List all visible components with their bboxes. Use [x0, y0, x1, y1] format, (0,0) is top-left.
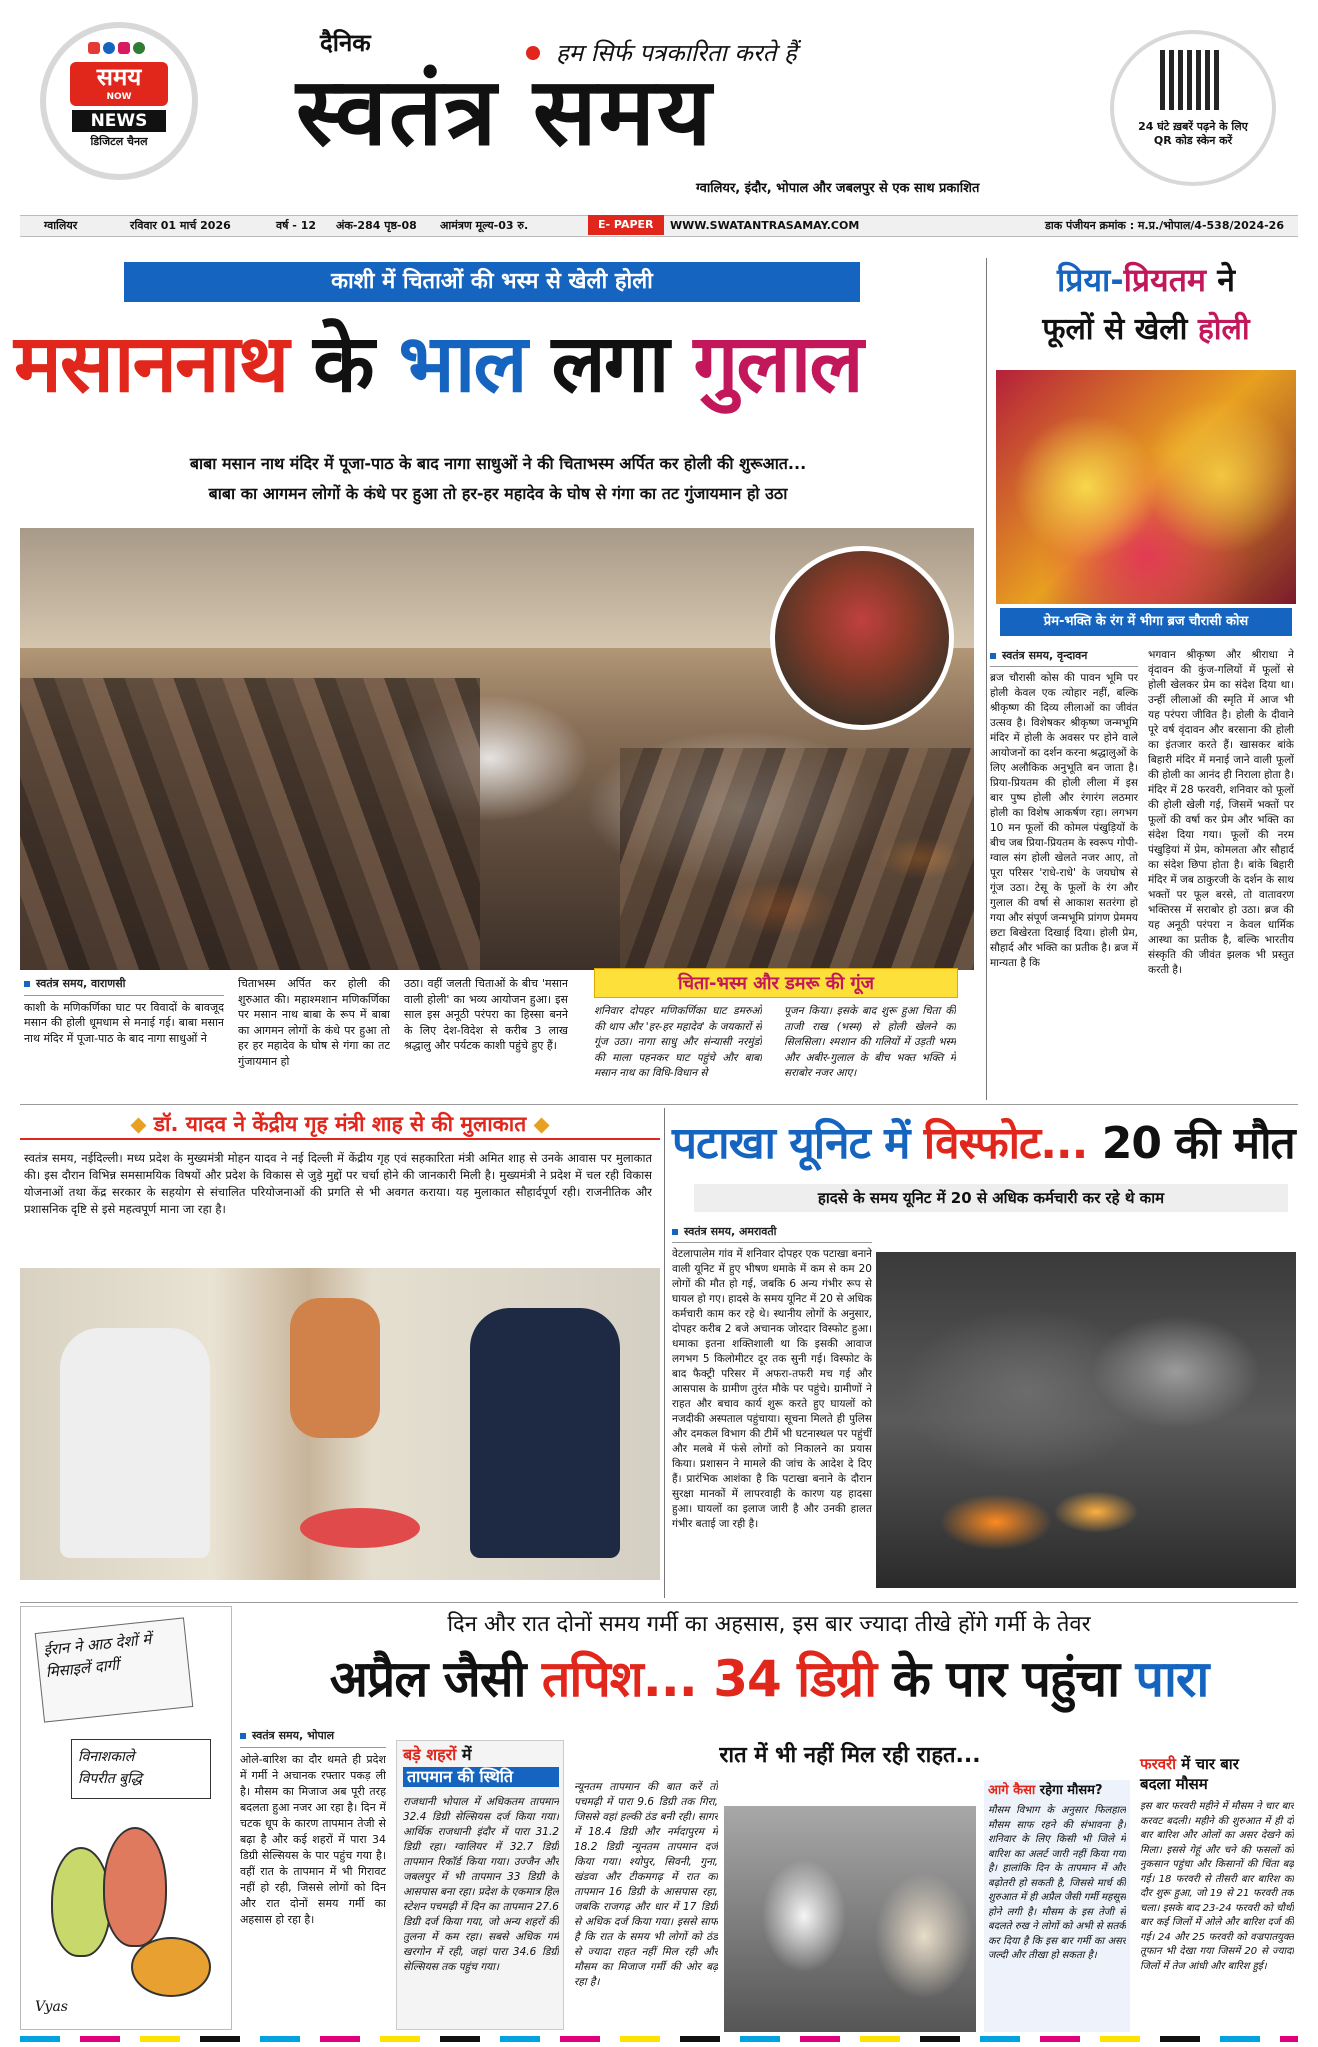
dateline-year: वर्ष - 12: [276, 219, 317, 232]
cartoon-caption-2: विपरीत बुद्धि: [78, 1771, 142, 1787]
whatsapp-icon: [133, 42, 145, 54]
logo-news: NEWS: [72, 110, 166, 132]
logo-now: NOW: [106, 92, 132, 102]
headline-part: मसाननाथ: [14, 317, 288, 410]
side-photo-caption: प्रेम-भक्ति के रंग में भीगा ब्रज चौरासी कोस: [1000, 608, 1292, 636]
feb-h-part: फरवरी: [1140, 1755, 1177, 1773]
ahead-h-part: आगे कैसा: [988, 1783, 1036, 1798]
heat-kicker: दिन और रात दोनों समय गर्मी का अहसास, इस बार ज्यादा तीखे होंगे गर्मी के तेवर: [447, 1612, 1091, 1637]
cartoon-caption: [71, 1739, 211, 1799]
heat-column-1: [240, 1728, 386, 2034]
side-headline-2: [996, 310, 1296, 350]
feb-h-part: में चार बार: [1176, 1755, 1239, 1773]
lead-column-5: पूजन किया। इसके बाद शुरू हुआ चिता की ताजी राख (भस्म) से होली खेलने का सिलसिला। श्मशान की गलियों में उड़ती भस्म और अबीर-गुलाल के बीच भक्त भक्ति में सराबोर नजर आए।: [784, 1005, 956, 1079]
blast-deck: हादसे के समय यूनिट में 20 से अधिक कर्मचारी कर रहे थे काम: [694, 1184, 1288, 1212]
headline-part: गुलाल: [693, 317, 862, 410]
cartoon-signature: Vyas: [35, 1999, 68, 2015]
cartoon-char-2: [103, 1827, 167, 1947]
samay-now-logo[interactable]: [40, 22, 198, 180]
side-byline: स्वतंत्र समय, वृन्दावन: [990, 648, 1138, 667]
dateline-issue: अंक-284 पृष्ठ-08: [336, 219, 417, 232]
logo-samay: समय: [96, 63, 142, 91]
cities-temp-box: [396, 1740, 564, 2030]
qr-text: 24 घंटे ख़बरें पढ़ने के लिए QR कोड स्केन करें: [1138, 120, 1248, 147]
lead-headline: [14, 314, 984, 424]
lead-inset-photo: [770, 546, 954, 730]
feb-head: [1140, 1754, 1294, 1794]
ahead-box: [984, 1780, 1130, 2032]
cartoon-char-1: [51, 1847, 111, 1957]
cartoon-caption-1: विनाशकाले: [78, 1749, 135, 1765]
facebook-icon: [103, 42, 115, 54]
blast-h-part: पटाखा यूनिट में: [672, 1118, 910, 1169]
cities-temp-h-part: बड़े शहरों: [403, 1745, 457, 1764]
lead-photo-masan-holi: [20, 528, 974, 970]
yadav-headline: ◆ डॉ. यादव ने केंद्रीय गृह मंत्री शाह से की मुलाकात ◆: [20, 1108, 660, 1140]
heat-h-part: तपिश...: [541, 1650, 697, 1708]
lead-column-1: [24, 976, 224, 1084]
side-col1-text: ब्रज चौरासी कोस की पावन भूमि पर होली केवल एक त्योहार नहीं, बल्कि श्रीकृष्ण की दिव्य लीलाओं का जीवंत उत्सव है। विशेषकर श्रीकृष्ण जन्मभूमि मंदिर में होली के अवसर पर होने वाले आयोजनों का दर्शन करना श्रद्धालुओं के लिए अलौकिक अनुभूति बन जाता है। प्रिया-प्रियतम की होली लीला में इस बार पुष्प होली और रंगारंग लठमार होली का विशेष आकर्षण रहा। लगभग 10 मन फूलों की कोमल पंखुड़ियों के बीच जब प्रिया-प्रियतम के स्वरूप गोपी-ग्वाल संग होली खेलते नजर आए, तो पूरा परिसर 'राधे-राधे' के जयघोष से गूंज उठा। टेसू के फूलों के रंग और गुलाल की वर्षा से आकाश सतरंगा हो गया और संपूर्ण जन्मभूमि प्रांगण प्रेममय छटा बिखेरता दिखाई दिया। होली प्रेम, सौहार्द और भक्ति का प्रतीक है। ब्रज में मान्यता है कि: [990, 672, 1138, 969]
qr-code: [1160, 50, 1220, 110]
side-column-2: भगवान श्रीकृष्ण और श्रीराधा ने वृंदावन की कुंज-गलियों में फूलों से होली खेलकर प्रेम का संदेश दिया था। उन्हीं लीलाओं की स्मृति में आज भी यह परंपरा जीवित है। होली के दीवाने पूरे वर्ष वृंदावन और बरसाना की होली का इंतजार करते हैं। खासकर बांके बिहारी मंदिर में मनाई जाने वाली फूलों की होली का आनंद ही निराला होता है। मंदिर में 28 फरवरी, शनिवार को फूलों की होली खेली गई, जिसमें भक्तों पर फूलों की वर्षा कर प्रेम और भक्ति का संदेश दिया गया। फूलों की नरम पंखुड़ियां में प्रेम, कोमलता और सौहार्द का संदेश छिपा होता है। बांके बिहारी मंदिर में जब ठाकुरजी के दर्शन के साथ भक्तों पर फूल बरसे, तो वातावरण भक्तिरस में सराबोर हो उठा। ब्रज की यह अनूठी परंपरा न केवल धार्मिक आस्था का प्रतीक है, बल्कि भारतीय संस्कृति की जीवंत झलक भी प्रस्तुत करती है।: [1148, 649, 1294, 976]
blast-h-part: 20 की मौत: [1101, 1118, 1295, 1169]
side-h-part: -: [1110, 261, 1124, 299]
yadav-body: स्वतंत्र समय, नईदिल्ली। मध्य प्रदेश के मुख्यमंत्री मोहन यादव ने नई दिल्ली में केंद्रीय गृह एवं सहकारिता मंत्री अमित शाह से उनके आवास पर मुलाकात की। इस दौरान विभिन्न समसामयिक विषयों और प्रदेश के विकास से जुड़े मुद्दों पर चर्चा होने की जानकारी मिली है। मुख्यमंत्री ने प्रदेश में चल रही विकास योजनाओं तथा केंद्र सरकार के सहयोग से संचालित परियोजनाओं की प्रगति से भी अवगत कराया। यह मुलाकात सौहार्दपूर्ण रही। राजनीतिक और प्रशासनिक दृष्टि से इसे महत्वपूर्ण माना जा रहा है।: [24, 1151, 652, 1216]
headline-part: के: [313, 317, 373, 410]
blast-body: [672, 1224, 872, 1594]
youtube-icon: [88, 42, 100, 54]
lead-column-4: शनिवार दोपहर मणिकर्णिका घाट डमरुओं की थाप और 'हर-हर महादेव' के जयकारों से गूंज उठा। नागा साधु और संन्यासी नरमुंडों की माला पहनकर घाट पहुंचे और बाबा मसान नाथ का विधि-विधान से: [594, 1005, 762, 1079]
blast-headline: [672, 1112, 1298, 1176]
website-link[interactable]: WWW.SWATANTRASAMAY.COM: [670, 219, 860, 232]
side-headline-1: [996, 258, 1296, 302]
instagram-icon: [118, 42, 130, 54]
lead-kicker: काशी में चिताओं की भस्म से खेली होली: [124, 262, 860, 302]
qr-block[interactable]: [1110, 30, 1276, 186]
masthead: [0, 0, 1318, 212]
heat-photo-woman: [724, 1806, 976, 2032]
cartoon-note: [35, 1617, 194, 1722]
dateline-date: रविवार 01 मार्च 2026: [130, 219, 231, 232]
heat-h-part: के पार पहुंचा: [892, 1650, 1120, 1708]
side-h-part: ने: [1206, 261, 1235, 299]
side-photo-flower-holi: [996, 370, 1296, 604]
side-h-part: फूलों से खेली: [1042, 312, 1198, 347]
blast-byline: स्वतंत्र समय, अमरावती: [672, 1224, 872, 1243]
heat-col1-text: ओले-बारिश का दौर थमते ही प्रदेश में गर्मी ने अचानक रफ्तार पकड़ ली है। मौसम का मिजाज अब पूरी तरह बदलता हुआ नजर आ रहा है। दिन में चटक धूप के कारण तापमान तेजी से बढ़ा है और कई शहरों में पारा 34 डिग्री सेल्सियस के पार पहुंच गया है। वहीं रात के तापमान में भी गिरावट नहीं हो रही, जिससे लोगों को दिन और रात दोनों समय गर्मी का अहसास हो रहा है।: [240, 1753, 386, 1926]
cities-temp-head: [403, 1745, 559, 1787]
cities-temp-h-part: में: [456, 1745, 472, 1764]
masthead-prefix: दैनिक: [320, 29, 371, 57]
heat-byline: स्वतंत्र समय, भोपाल: [240, 1728, 386, 1748]
registration-strip: [20, 2036, 1298, 2042]
logo-subtitle: डिजिटल चैनल: [90, 135, 148, 148]
dateline-city: ग्वालियर: [44, 219, 78, 232]
blast-photo-fire: [876, 1252, 1296, 1588]
dateline-bar: [20, 215, 1298, 237]
lead-deck-2: बाबा का आगमन लोगों के कंधे पर हुआ तो हर-हर महादेव के घोष से गंगा का तट गुंजायमान हो उठा: [208, 484, 788, 503]
blast-h-part: विस्फोट...: [923, 1118, 1088, 1169]
masthead-tagline: हम सिर्फ पत्रकारिता करते हैं: [556, 39, 797, 67]
cities-temp-h-line2: तापमान की स्थिति: [403, 1767, 559, 1787]
headline-part: लगा: [551, 317, 668, 410]
yadav-headline-text: डॉ. यादव ने केंद्रीय गृह मंत्री शाह से की मुलाकात: [153, 1112, 527, 1136]
side-h-part: होली: [1197, 312, 1250, 347]
headline-part: भाल: [398, 317, 526, 410]
blast-body-text: वेटलापालेम गांव में शनिवार दोपहर एक पटाखा बनाने वाली यूनिट में हुए भीषण धमाके में कम से कम 20 लोगों की मौत हो गई, जबकि 6 अन्य गंभीर रूप से घायल हो गए। हादसे के समय यूनिट में 20 से अधिक कर्मचारी काम कर रहे थे। स्थानीय लोगों के अनुसार, दोपहर करीब 2 बजे अचानक जोरदार विस्फोट हुआ। धमाका इतना शक्तिशाली था कि इसकी आवाज लगभग 5 किलोमीटर दूर तक सुनी गई। विस्फोट के बाद फैक्ट्री परिसर में अफरा-तफरी मच गई और आसपास के ग्रामीण तुरंत मौके पर पहुंचे। ग्रामीणों ने राहत और बचाव कार्य शुरू करते हुए घायलों को नजदीकी अस्पताल पहुंचाया। सूचना मिलते ही पुलिस और दमकल विभाग की टीमें भी घटनास्थल पर पहुंचीं और मलबे में फंसे लोगों को निकालने का प्रयास किया। प्रशासन ने मामले की जांच के आदेश दे दिए हैं। प्रारंभिक आशंका है कि पटाखा बनाने के दौरान सुरक्षा मानकों में लापरवाही के कारण यह हादसा हुआ। घायलों का इलाज जारी है और उनकी हालत गंभीर बताई जा रही है।: [672, 1248, 872, 1530]
lead-byline: स्वतंत्र समय, वाराणसी: [24, 976, 224, 996]
heat-h-part: 34 डिग्री: [713, 1650, 877, 1708]
lead-subhead: चिता-भस्म और डमरू की गूंज: [594, 968, 958, 998]
night-head: रात में भी नहीं मिल रही राहत...: [719, 1743, 981, 1768]
lead-col1-text: काशी के मणिकर्णिका घाट पर विवादों के बावजूद मसान की होली धूमधाम से मनाई गई। बाबा मसान नाथ मंदिर में पूजा-पाठ के बाद नागा साधुओं ने: [24, 1000, 224, 1045]
epaper-badge[interactable]: E- PAPER: [588, 215, 664, 235]
side-h-part: प्रियतम: [1123, 261, 1207, 299]
cities-temp-text: राजधानी भोपाल में अधिकतम तापमान 32.4 डिग्री सेल्सियस दर्ज किया गया। आर्थिक राजधानी इंदौर में पारा 31.2 डिग्री रहा। ग्वालियर में 32.7 डिग्री तापमान रिकॉर्ड किया गया। उज्जैन और जबलपुर में भी तापमान 33 डिग्री के आसपास बना रहा। प्रदेश के एकमात्र हिल स्टेशन पचमढ़ी में दिन का तापमान 27.6 डिग्री दर्ज किया गया, जो अन्य शहरों की तुलना में कम रहा। सबसे अधिक गर्म खरगोन में रही, जहां पारा 34.6 डिग्री सेल्सियस तक पहुंच गया।: [403, 1796, 559, 1973]
cartoon: [20, 1606, 232, 2030]
heat-headline: [240, 1642, 1298, 1716]
feb-h-line2: बदला मौसम: [1140, 1775, 1208, 1793]
cartoon-char-3: [131, 1937, 211, 1997]
side-column-1: [990, 648, 1138, 1092]
dateline-reg: डाक पंजीयन क्रमांक : म.प्र./भोपाल/4-538/2024-26: [1044, 219, 1284, 232]
lead-deck-1: बाबा मसान नाथ मंदिर में पूजा-पाठ के बाद नागा साधुओं ने की चिताभस्म अर्पित कर होली की शुरूआत...: [189, 454, 807, 473]
dateline-price: आमंत्रण मूल्य-03 रु.: [440, 219, 529, 232]
heat-h-part: पारा: [1135, 1650, 1209, 1708]
yadav-photo: [20, 1268, 660, 1580]
cartoon-note-text: ईरान ने आठ देशों में मिसाइलें दागीं: [42, 1629, 153, 1682]
heat-column-3: न्यूनतम तापमान की बात करें तो पचमढ़ी में पारा 9.6 डिग्री तक गिरा, जिससे वहां हल्की ठंड बनी रही। सागर में 18.4 डिग्री और नर्मदापुरम में 18.2 डिग्री न्यूनतम तापमान दर्ज किया गया। श्योपुर, सिवनी, गुना, खंडवा और टीकमगढ़ में रात का तापमान 16 डिग्री के आसपास रहा, जबकि राजगढ़ और धार में 17 डिग्री से अधिक दर्ज किया गया। इससे साफ है कि रात के समय भी लोगों को ठंड से ज्यादा राहत नहीं मिल रही और मौसम का मिजाज गर्मी की ओर बढ़ रहा है।: [574, 1781, 718, 1988]
lead-column-3: उठा। वहीं जलती चिताओं के बीच 'मसान वाली होली' का भव्य आयोजन हुआ। इस साल इस अनूठी परंपरा का हिस्सा बनने के लिए देश-विदेश से करीब 3 लाख श्रद्धालु और पर्यटक काशी पहुंचे हुए हैं।: [404, 977, 568, 1052]
ahead-h-part: रहेगा मौसम?: [1035, 1783, 1103, 1798]
lead-column-2: चिताभस्म अर्पित कर होली की शुरुआत की। महाश्मशान मणिकर्णिका पर मसान नाथ बाबा के रूप में बाबा का आगमन लोगों के कंधे पर हुआ तो हर हर महादेव के घोष से गंगा का तट गुंजायमान हो: [238, 977, 390, 1068]
masthead-title: स्वतंत्र समय: [296, 58, 714, 167]
ahead-head: [988, 1782, 1128, 1800]
side-h-part: प्रिया: [1057, 261, 1111, 299]
heat-h-part: अप्रैल जैसी: [329, 1650, 526, 1708]
feb-text: इस बार फरवरी महीने में मौसम ने चार बार करवट बदली। महीने की शुरुआत में ही दो बार बारिश और ओलों का असर देखने को मिला। इससे गेहूं और चने की फसलों को नुकसान पहुंचा और किसानों की चिंता बढ़ गई। 18 फरवरी से तीसरी बार बारिश का दौर शुरू हुआ, जो 19 से 21 फरवरी तक चला। इसके बाद 23-24 फरवरी को चौथी बार कई जिलों में ओले और बारिश दर्ज की गई। 24 और 25 फरवरी को वज्रपातयुक्त तूफान भी देखा गया जिसमें 20 से ज्यादा जिलों में तेज आंधी और बारिश हुई।: [1140, 1801, 1294, 1972]
masthead-cities: ग्वालियर, इंदौर, भोपाल और जबलपुर से एक साथ प्रकाशित: [696, 181, 980, 196]
ahead-text: मौसम विभाग के अनुसार फिलहाल मौसम साफ रहने की संभावना है। शनिवार के लिए किसी भी जिले में बारिश का अलर्ट जारी नहीं किया गया है। हालांकि दिन के तापमान में और बढ़ोतरी हो सकती है, जिससे मार्च की शुरुआत में ही अप्रैल जैसी गर्मी महसूस होने लगी है। मौसम के इस तेजी से बदलते रुख ने लोगों को अभी से सतर्क कर दिया है कि इस बार गर्मी का असर जल्दी और तीखा हो सकता है।: [988, 1805, 1126, 1961]
feb-box: [1136, 1752, 1298, 2032]
